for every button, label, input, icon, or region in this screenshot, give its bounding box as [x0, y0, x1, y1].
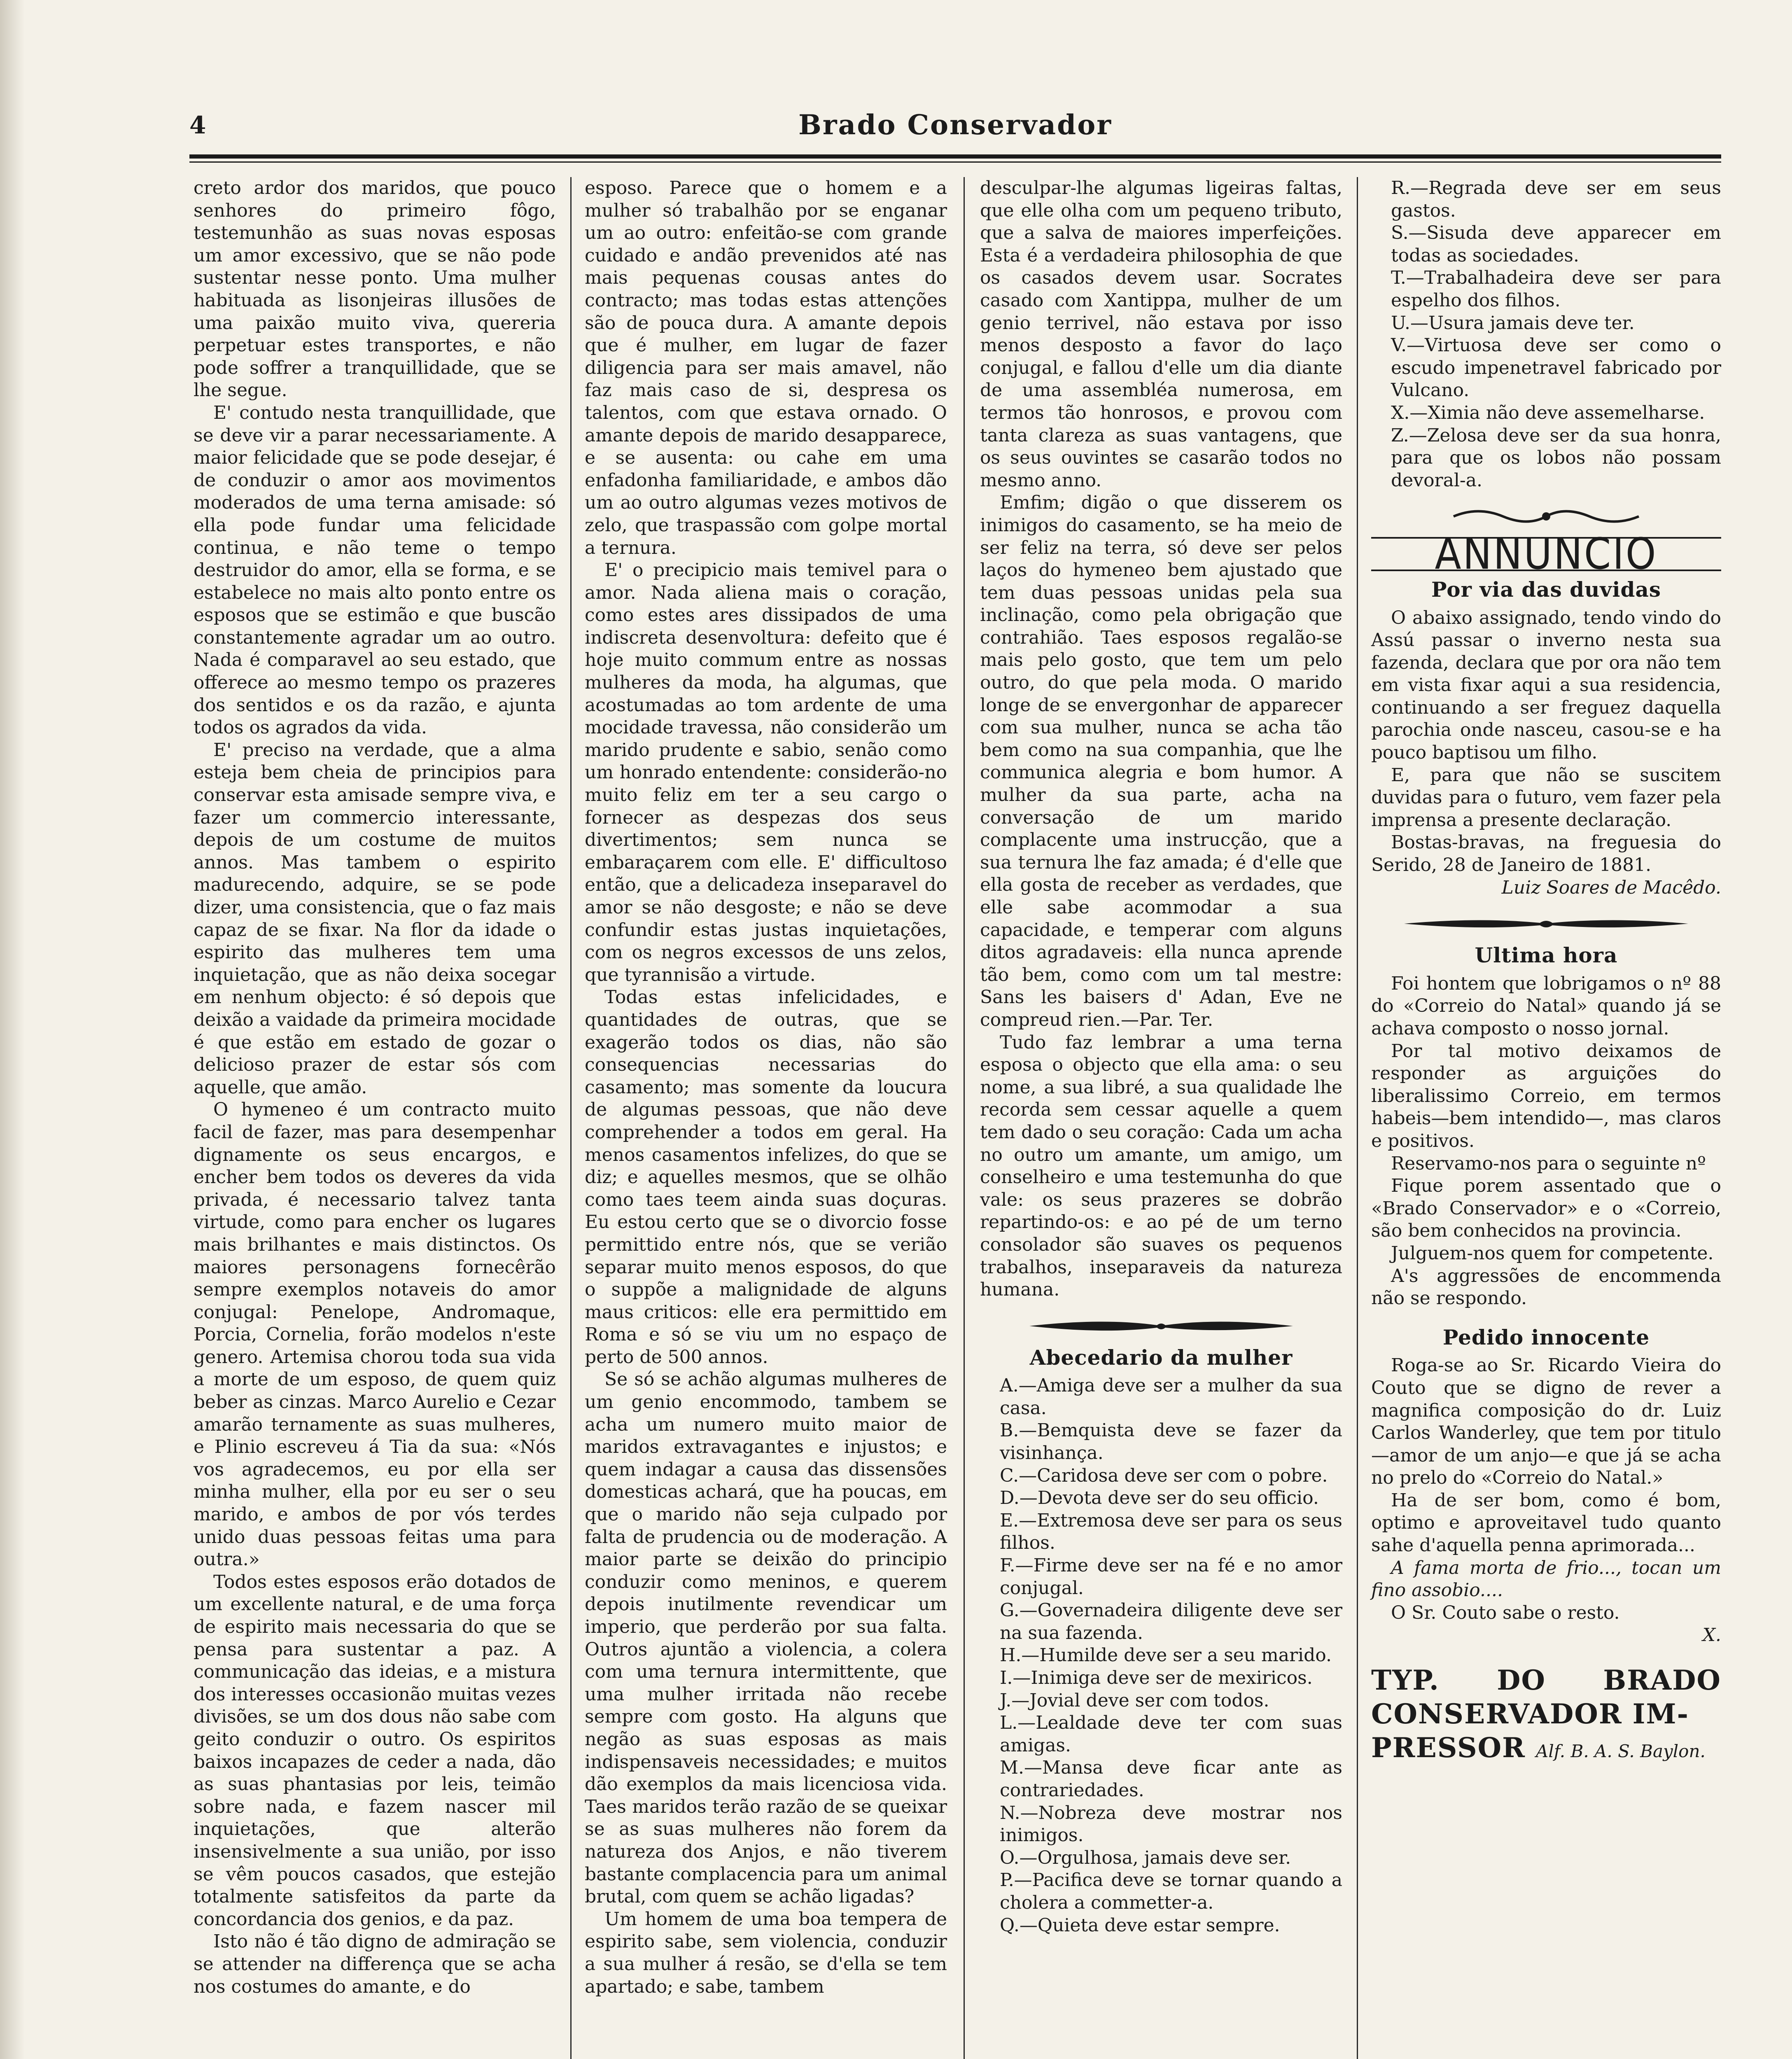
ad-signature: Luiz Soares de Macêdo.: [1501, 877, 1721, 898]
paragraph: Roga-se ao Sr. Ricardo Vieira do Couto que se digno de rever a magnifica composição do dr. Luiz Carlos Wanderley, que tem por titulo—amor de um anjo—e que já se acha no prelo do «Correio do Natal.»: [1371, 1355, 1721, 1489]
list-item: O.—Orgulhosa, jamais deve ser.: [1000, 1847, 1291, 1868]
header-rule: [189, 154, 1721, 159]
list-item: C.—Caridosa deve ser com o pobre.: [1000, 1465, 1328, 1486]
paragraph: E' contudo nesta tranquillidade, que se deve vir a parar necessariamente. A maior felicidade que se pode desejar, é de conduzir o amor aos movimentos moderados de uma terna amisade: só ella pode fundar uma felicidade continua, e não teme o tempo destruidor do amor, ella se forma, e se estabelece no mais alto ponto entre os esposos que se estimão e que buscão constantemente agradar um ao outro. Nada é comparavel ao seu estado, que offerece ao mesmo tempo os prazeres dos sentidos e os da razão, e ajunta todos os agrados da vida.: [194, 402, 556, 738]
list-item: Q.—Quieta deve estar sempre.: [1000, 1914, 1280, 1936]
printer-line-1: TYP. DO BRADO CONSERVADOR IM-: [1371, 1664, 1721, 1730]
printer-credit: Alf. B. A. S. Baylon.: [1536, 1741, 1706, 1762]
column-3: [980, 177, 1342, 1937]
paragraph: O hymeneo é um contracto muito facil de fazer, mas para desempenhar dignamente os seus encargos, e encher bem todos os deveres da vida privada, é necessario talvez tanta virtude, como para encher os lugares mais brilhantes e mais distinctos. Os maiores personagens fornecêrão sempre exemplos notaveis do amor conjugal: Penelope, Andromaque, Porcia, Cornelia, forão modelos n'este genero. Artemisa chorou toda sua vida a morte de um esposo, de quem quiz beber as cinzas. Marco Aurelio e Cezar amarão ternamente as suas mulheres, e Plinio escreveu á Tia da sua: «Nós vos agradecemos, eu por ella ser minha mulher, ella por eu ser o seu marido, e ambos de por vós terdes unido duas pessoas feitas uma para outra.»: [194, 1099, 556, 1570]
paragraph: Emfim; digão o que disserem os inimigos do casamento, se ha meio de ser feliz na terra, só deve ser pelos laços do hymeneo bem ajustado que tem duas pessoas unidas pela sua inclinação, como pela obrigação que contrahião. Taes esposos regalão-se mais pelo gosto, que tem um pelo outro, do que pela moda. O marido longe de se envergonhar de apparecer com sua mulher, nunca se acha tão bem como na sua companhia, que lhe communica alegria e bom humor. A mulher da sua parte, acha na conversação de um marido complacente uma instrucção, que a sua ternura lhe faz amada; é d'elle que ella gosta de receber as verdades, que elle sabe acommodar a sua capacidade, e temperar com alguns ditos agradaveis: ella nunca aprende tão bem, como com um tal mestre: Sans les baisers d' Adan, Eve ne compreud rien.—Par. Ter.: [980, 492, 1342, 1030]
paragraph: desculpar-lhe algumas ligeiras faltas, que elle olha com um pequeno tributo, que a salva de maiores imperfeições. Esta é a verdadeira philosophia de que os casados devem usar. Socrates casado com Xantippa, mulher de um genio terrivel, não estava por isso menos desposto a favor do laço conjugal, e fallou d'elle um dia diante de uma assembléa numerosa, em termos tão honrosos, e provou com tanta clareza as suas vantagens, que os seus ouvintes se casarão todos no mesmo anno.: [980, 177, 1342, 491]
ad-title: Por via das duvidas: [1431, 577, 1661, 602]
paragraph: E' preciso na verdade, que a alma esteja bem cheia de principios para conservar esta amisade sempre viva, e fazer um commercio interessante, depois de um costume de muitos annos. Mas tambem o espirito madurecendo, adquire, se se pode dizer, uma consistencia, que o faz mais capaz de se fixar. Na flor da idade o espirito das mulheres tem uma inquietação, que as não deixa socegar em nenhum objecto: é só depois que deixão a vaidade da primeira mocidade é que estão em estado de gozar o delicioso prazer de estar sós com aquelle, que amão.: [194, 739, 556, 1098]
list-item: I.—Inimiga deve ser de mexiricos.: [1000, 1667, 1313, 1688]
page-header: [189, 111, 1721, 148]
paragraph: Ha de ser bom, como é bom, optimo e aproveitavel tudo quanto sahe d'aquella penna aprimorada...: [1371, 1489, 1721, 1556]
column-divider: [1357, 177, 1358, 2059]
page-number: 4: [189, 111, 206, 139]
paragraph: Bostas-bravas, na freguesia do Serido, 28 de Janeiro de 1881.: [1371, 832, 1721, 876]
abc-title: Abecedario da mulher: [1029, 1345, 1293, 1370]
list-item: D.—Devota deve ser do seu officio.: [1000, 1487, 1319, 1509]
paragraph: creto ardor dos maridos, que pouco senhores do primeiro fôgo, testemunhão as suas novas esposas um amor excessivo, que se não pode sustentar nesse ponto. Uma mulher habituada as lisonjeiras illusões de uma paixão muito viva, quereria perpetuar estes transportes, e não pode soffrer a tranquillidade, que se lhe segue.: [194, 177, 556, 401]
printer-line-2: PRESSOR: [1371, 1732, 1526, 1764]
list-item: J.—Jovial deve ser com todos.: [1000, 1690, 1269, 1711]
paragraph: Todas estas infelicidades, e quantidades de outras, que se exagerão todos os dias, não são consequencias necessarias do casamento; mas somente da loucura de algumas pessoas, que não deve comprehender a todos em geral. Ha menos casamentos infelizes, do que se diz; e aquelles mesmos, que se olhão como taes teem ainda suas doçuras. Eu estou certo que se o divorcio fosse permittido entre nós, que se verião separar muito menos esposos, do que o suppõe a malignidade de alguns maus criticos: elle era permittido em Roma e só se viu um no espaço de perto de 500 annos.: [585, 987, 947, 1368]
last-hour-title: Ultima hora: [1475, 943, 1618, 968]
announcement-title: ANNUNCIO: [1371, 537, 1721, 571]
paragraph: E' o precipicio mais temivel para o amor. Nada aliena mais o coração, como estes ares dissipados de uma indiscreta desenvoltura: defeito que é hoje muito commum entre as nossas mulheres da moda, ha algumas, que acostumadas ao tom ardente de uma mocidade travessa, não considerão um marido prudente e sabio, senão como um honrado entendente: considerão-no muito feliz em ter a seu cargo o fornecer as despezas dos seus divertimentos; sem nunca se embaraçarem com elle. E' difficultoso então, que a delicadeza inseparavel do amor se não desgoste; e não se deve confundir estas justas inquietações, com os negros excessos de uns zelos, que tyrannisão a virtude.: [585, 560, 947, 985]
paragraph: Um homem de uma boa tempera de espirito sabe, sem violencia, conduzir a sua mulher á resão, se d'ella se tem apartado; e sabe, tambem: [585, 1908, 947, 1997]
list-item: F.—Firme deve ser na fé e no amor conjugal.: [1000, 1555, 1342, 1599]
ornament-swash: [980, 1314, 1342, 1338]
list-item: X.—Ximia não deve assemelharse.: [1391, 402, 1705, 423]
column-divider: [964, 177, 965, 2059]
list-item: R.—Regrada deve ser em seus gastos.: [1391, 177, 1721, 221]
list-item: H.—Humilde deve ser a seu marido.: [1000, 1645, 1332, 1666]
paragraph: Reservamo-nos para o seguinte nº: [1391, 1153, 1706, 1174]
list-item: L.—Lealdade deve ter com suas amigas.: [1000, 1712, 1342, 1756]
request-title: Pedido innocente: [1442, 1325, 1650, 1349]
paragraph: Tudo faz lembrar a uma terna esposa o objecto que ella ama: o seu nome, a sua libré, a sua qualidade lhe recorda sem cessar aquelle a quem tem dado o seu coração: Cada um acha no outro um amante, um amigo, um conselheiro e uma testemunha do que vale: os seus prazeres se dobrão repartindo-os: e ao pé de um terno consolador são suaves os pequenos trabalhos, inseparaveis da natureza humana.: [980, 1032, 1342, 1300]
list-item: N.—Nobreza deve mostrar nos inimigos.: [1000, 1802, 1342, 1846]
printer-imprint: [1371, 1663, 1721, 1768]
scan-edge: [0, 0, 25, 2059]
paragraph: O abaixo assignado, tendo vindo do Assú passar o inverno nesta sua fazenda, declara que por ora não tem em vista fixar aqui a sua residencia, continuando a ser freguez daquella parochia onde nasceu, casou-se e ha pouco baptisou um filho.: [1371, 607, 1721, 763]
list-item: Z.—Zelosa deve ser da sua honra, para que os lobos não possam devoral-a.: [1391, 425, 1721, 491]
paragraph: Se só se achão algumas mulheres de um genio encommodo, tambem se acha um numero muito maior de maridos extravagantes e injustos; e quem indagar a causa das dissensões domesticas achará, que ha poucas, em que o marido não seja culpado por falta de prudencia ou de moderação. A maior parte se deixão do principio conduzir como meninos, e querem depois inutilmente revendicar um imperio, que perderão por sua falta. Outros ajuntão a violencia, a colera com uma ternura intermittente, que uma mulher irritada não recebe sempre com gosto. Ha alguns que negão as suas esposas as mais indispensaveis necessidades; e muitos dão exemplos da mais licenciosa vida. Taes maridos terão razão de se queixar se as suas mulheres não forem da natureza dos Anjos, e não tiverem bastante complacencia para um animal brutal, com quem se achão ligadas?: [585, 1369, 947, 1907]
list-item: T.—Trabalhadeira deve ser para espelho dos filhos.: [1391, 267, 1721, 311]
paragraph: A fama morta de frio..., tocan um fino assobio....: [1371, 1557, 1721, 1601]
column-2: [585, 177, 947, 1998]
column-4: [1371, 177, 1721, 1768]
list-item: G.—Governadeira diligente deve ser na sua fazenda.: [1000, 1600, 1342, 1643]
list-item: V.—Virtuosa deve ser como o escudo impenetravel fabricado por Vulcano.: [1391, 335, 1721, 401]
paragraph: esposo. Parece que o homem e a mulher só trabalhão por se enganar um ao outro: enfeitão-se com grande cuidado e andão prevenidos até nas mais pequenas cousas antes do contracto; mas todas estas attenções são de pouca dura. A amante depois que é mulher, em lugar de fazer diligencia para ser mais amavel, não faz mais caso de si, despresa os talentos, com que estava ornado. O amante depois de marido desapparece, e se ausenta: ou cahe em uma enfadonha familiaridade, e ambos dão um ao outro algumas vezes motivos de zelo, que traspassão com golpe mortal a ternura.: [585, 177, 947, 558]
paragraph: Foi hontem que lobrigamos o nº 88 do «Correio do Natal» quando já se achava composto o nosso jornal.: [1371, 973, 1721, 1039]
ornament-swash: [1371, 911, 1721, 936]
ornament-flourish: [1371, 504, 1721, 529]
list-item: S.—Sisuda deve apparecer em todas as sociedades.: [1391, 222, 1721, 266]
list-item: P.—Pacifica deve se tornar quando a cholera a commetter-a.: [1000, 1870, 1342, 1913]
paragraph: Por tal motivo deixamos de responder as arguições do liberalissimo Correio, em termos habeis—bem intendido—, mas claros e positivos.: [1371, 1040, 1721, 1151]
list-item: M.—Mansa deve ficar ante as contrariedades.: [1000, 1757, 1342, 1801]
list-item: U.—Usura jamais deve ter.: [1391, 312, 1635, 334]
paragraph: A's aggressões de encommenda não se respondo.: [1371, 1265, 1721, 1309]
paragraph: O Sr. Couto sabe o resto.: [1391, 1602, 1620, 1623]
request-signature: X.: [1702, 1625, 1721, 1646]
header-rule-thin: [189, 161, 1721, 163]
column-1: [194, 177, 556, 1998]
paragraph: Julguem-nos quem for competente.: [1391, 1242, 1714, 1264]
list-item: B.—Bemquista deve se fazer da visinhança.: [1000, 1420, 1342, 1464]
paragraph: Fique porem assentado que o «Brado Conservador» e o «Correio, são bem conhecidos na provincia.: [1371, 1175, 1721, 1242]
list-item: A.—Amiga deve ser a mulher da sua casa.: [1000, 1375, 1342, 1419]
paragraph: Todos estes esposos erão dotados de um excellente natural, e de uma força de espirito mais necessaria do que se pensa para sustentar a paz. A communicação das ideias, e a mistura dos interesses occasionão muitas vezes divisões, se um dos dous não sabe com geito conduzir o outro. Os espiritos baixos incapazes de ceder a nada, dão as suas phantasias por leis, teimão sobre nada, e fazem nascer mil inquietações, que alterão insensivelmente a sua união, por isso se vêm poucos casados, que estejão totalmente satisfeitos da parte da concordancia dos genios, e da paz.: [194, 1571, 556, 1930]
paragraph: E, para que não se suscitem duvidas para o futuro, vem fazer pela imprensa a presente declaração.: [1371, 764, 1721, 831]
column-divider: [570, 177, 572, 2059]
list-item: E.—Extremosa deve ser para os seus filhos.: [1000, 1510, 1342, 1554]
newspaper-title: Brado Conservador: [798, 109, 1112, 141]
paragraph: Isto não é tão digno de admiração se se attender na differença que se acha nos costumes do amante, e do: [194, 1931, 556, 1997]
